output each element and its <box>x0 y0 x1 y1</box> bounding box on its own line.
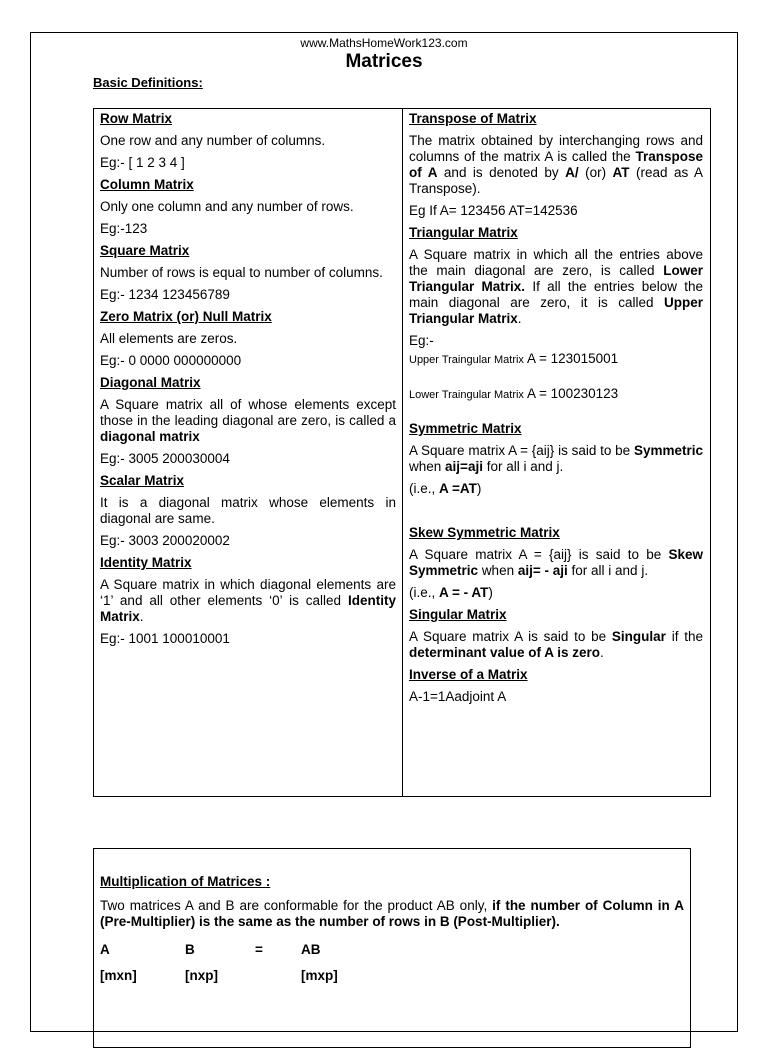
section-heading: Basic Definitions: <box>93 75 203 90</box>
square-matrix-text: Number of rows is equal to number of columns. <box>100 265 383 280</box>
transpose-heading: Transpose of Matrix <box>409 111 537 126</box>
row-matrix-heading: Row Matrix <box>100 111 173 126</box>
upper-triangular-example: Upper Traingular Matrix A = 123015001 <box>409 351 619 366</box>
multiplication-heading: Multiplication of Matrices : <box>100 874 271 889</box>
skew-symmetric-heading: Skew Symmetric Matrix <box>409 525 560 540</box>
skew-symmetric-text: A Square matrix A = {aij} is said to be Skew Symmetric when aij= - aji for all i and j. <box>409 547 703 578</box>
identity-matrix-text: A Square matrix in which diagonal elements are ‘1’ and all other elements ‘0’ is called Identity Matrix. <box>100 577 396 624</box>
site-url: www.MathsHomeWork123.com <box>300 36 468 50</box>
diagonal-matrix-eg: Eg:- 3005 200030004 <box>100 451 230 466</box>
identity-matrix-heading: Identity Matrix <box>100 555 192 570</box>
transpose-eg: Eg If A= 123456 AT=142536 <box>409 203 578 218</box>
equals-sign: = <box>255 942 263 957</box>
scalar-matrix-heading: Scalar Matrix <box>100 473 185 488</box>
matrix-a-label: A <box>100 942 110 957</box>
definitions-table <box>93 108 711 797</box>
triangular-heading: Triangular Matrix <box>409 225 518 240</box>
left-column <box>94 109 403 796</box>
inverse-heading: Inverse of a Matrix <box>409 667 528 682</box>
diagonal-matrix-heading: Diagonal Matrix <box>100 375 201 390</box>
matrix-ab-label: AB <box>301 942 321 957</box>
matrix-b-label: B <box>185 942 195 957</box>
column-matrix-eg: Eg:-123 <box>100 221 148 236</box>
square-matrix-eg: Eg:- 1234 123456789 <box>100 287 230 302</box>
column-matrix-text: Only one column and any number of rows. <box>100 199 354 214</box>
right-column <box>403 109 709 796</box>
singular-text: A Square matrix A is said to be Singular if the determinant value of A is zero. <box>409 629 703 660</box>
zero-matrix-eg: Eg:- 0 0000 000000000 <box>100 353 242 368</box>
diagonal-matrix-text: A Square matrix all of whose elements except those in the leading diagonal are zero, is called a diagonal matrix <box>100 397 396 444</box>
blank-cell <box>255 968 301 984</box>
matrix-ab-order: [mxp] <box>301 968 338 983</box>
multiplication-box <box>93 848 691 1048</box>
matrix-b-order: [nxp] <box>185 968 218 983</box>
column-matrix-heading: Column Matrix <box>100 177 194 192</box>
page-title: Matrices <box>345 51 423 72</box>
row-matrix-eg: Eg:- [ 1 2 3 4 ] <box>100 155 185 170</box>
symmetric-heading: Symmetric Matrix <box>409 421 522 436</box>
row-matrix-text: One row and any number of columns. <box>100 133 326 148</box>
zero-matrix-text: All elements are zeros. <box>100 331 238 346</box>
square-matrix-heading: Square Matrix <box>100 243 190 258</box>
singular-heading: Singular Matrix <box>409 607 507 622</box>
multiplication-text: Two matrices A and B are conformable for the product AB only, if the number of Column in A (Pre-Multiplier) is the same as the number of rows in B (Post-Multiplier). <box>100 898 684 929</box>
lower-triangular-example: Lower Traingular Matrix A = 100230123 <box>409 386 619 401</box>
zero-matrix-heading: Zero Matrix (or) Null Matrix <box>100 309 272 324</box>
symmetric-text: A Square matrix A = {aij} is said to be Symmetric when aij=aji for all i and j. <box>409 443 703 474</box>
transpose-text: The matrix obtained by interchanging rows and columns of the matrix A is called the Transpose of A and is denoted by A/ (or) AT (read as A Transpose). <box>409 133 703 196</box>
product-row-2 <box>100 968 684 984</box>
skew-symmetric-ie: (i.e., A = - AT) <box>409 585 493 600</box>
symmetric-ie: (i.e., A =AT) <box>409 481 482 496</box>
matrix-a-order: [mxn] <box>100 968 137 983</box>
scalar-matrix-text: It is a diagonal matrix whose elements in diagonal are same. <box>100 495 396 526</box>
scalar-matrix-eg: Eg:- 3003 200020002 <box>100 533 230 548</box>
identity-matrix-eg: Eg:- 1001 100010001 <box>100 631 230 646</box>
triangular-text: A Square matrix in which all the entries above the main diagonal are zero, is called Lower Triangular Matrix. If all the entries below the main diagonal are zero, it is called Upper Triangular Matrix. <box>409 247 703 326</box>
inverse-text: A-1=1Aadjoint A <box>409 689 507 704</box>
product-row-1 <box>100 942 684 958</box>
triangular-eg: Eg:- <box>409 333 434 348</box>
